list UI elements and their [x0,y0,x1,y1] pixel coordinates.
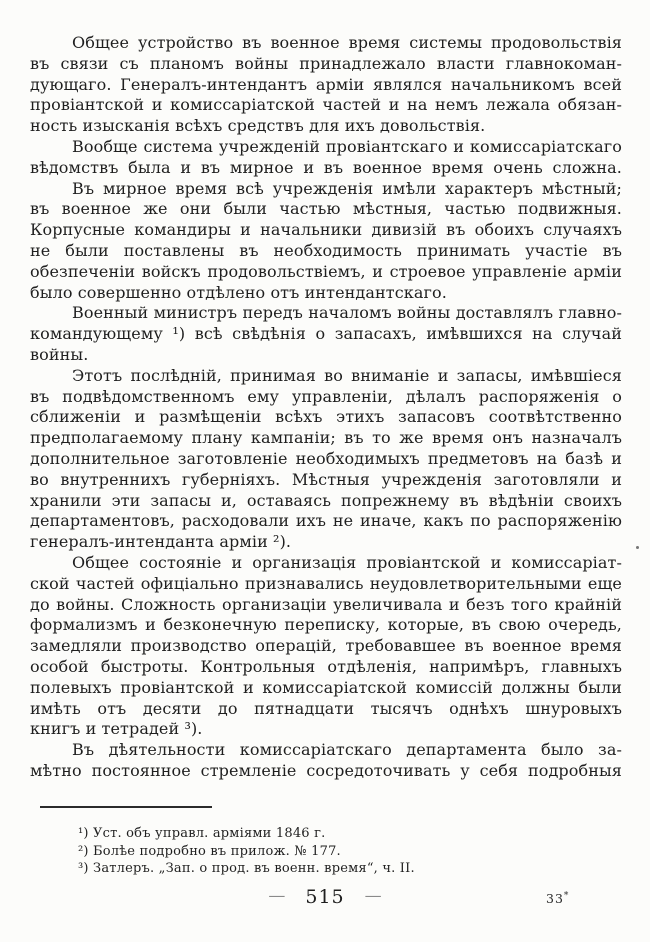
footnote-separator [40,806,212,808]
text-line: не были поставлены въ необходимость принимать участіе въ [30,240,622,260]
text-line: мѣтно постоянное стремленіе сосредоточивать у себя подробныя [30,760,622,780]
paragraph [30,33,622,137]
signature-asterisk: * [563,891,570,901]
text-line: въ подвѣдомственномъ ему управленіи, дѣлалъ распоряженія о [30,386,622,406]
text-line: въ военное же они были частью мѣстныя, частью подвижныя. [30,199,622,219]
text-line: Военный министръ передъ началомъ войны доставлялъ главно- [72,303,622,323]
footnote-line: ¹) Уст. объ управл. арміями 1846 г. [78,826,326,841]
text-line: вѣдомствъ была и въ мирное и въ военное время очень сложна. [30,157,622,177]
text-line: ность изысканія всѣхъ средствъ для ихъ довольствія. [30,116,486,136]
text-line: особой быстроты. Контрольныя отдѣленія, напримѣръ, главныхъ [30,656,622,676]
text-line: Въ дѣятельности комиссаріатскаго департамента было за- [72,740,622,760]
text-line: дополнительное заготовленіе необходимыхъ предметовъ на базѣ и [30,448,622,468]
text-line: во внутреннихъ губерніяхъ. Мѣстныя учрежденія заготовляли и [30,469,622,489]
paragraph [30,553,622,740]
body-text [30,33,622,782]
text-line: Этотъ послѣдній, принимая во вниманіе и запасы, имѣвшіеся [72,365,622,385]
text-line: провіантской и комиссаріатской частей и на немъ лежала обязан- [30,95,622,115]
text-line: въ связи съ планомъ войны принадлежало власти главнокоман- [30,53,622,73]
paragraph [30,366,622,553]
signature-number: 33 [546,891,564,907]
paragraph [30,179,622,304]
paragraph [30,137,622,179]
text-line: войны. [30,344,89,364]
text-line: ской частей офиціально признавались неудовлетворительными еще [30,573,622,593]
scan-speck [636,546,639,549]
footnote-line: ²) Болѣе подробно въ прилож. № 177. [78,843,341,859]
text-line: департаментовъ, расходовали ихъ не иначе, какъ по распоряженію [30,511,622,531]
text-line: Вообще система учрежденій провіантскаго и комиссаріатскаго [72,136,622,156]
text-line: Общее устройство въ военное время системы продовольствія [72,33,622,52]
text-line: имѣть отъ десяти до пятнадцати тысячъ однѣхъ шнуровыхъ [30,698,622,718]
text-line: генералъ-интенданта арміи ²). [30,532,292,552]
footnotes-block [78,825,598,878]
text-line: обезпеченіи войскъ продовольствіемъ, и строевое управленіе арміи [30,261,622,281]
text-line: до войны. Сложность организаціи увеличивала и безъ того крайній [30,594,622,614]
text-line: хранили эти запасы и, оставаясь попрежнему въ вѣдѣніи своихъ [30,490,622,510]
page-footer [0,886,650,916]
text-line: было совершенно отдѣлено отъ интендантскаго. [30,282,447,302]
text-line: книгъ и тетрадей ³). [30,719,203,739]
text-line: замедляли производство операцій, требовавшее въ военное время [30,636,622,656]
text-line: Въ мирное время всѣ учрежденія имѣли характеръ мѣстный; [72,178,622,198]
page-number-left-dash: — [268,886,286,906]
text-line: дующаго. Генералъ-интендантъ арміи являлся начальникомъ всей [30,74,622,94]
text-line: Общее состояніе и организація провіантской и комиссаріат- [72,552,622,572]
page-number-right-dash: — [364,886,382,906]
signature-mark [546,891,569,906]
text-line: Корпусные командиры и начальники дивизій въ обоихъ случаяхъ [30,220,622,240]
paragraph [30,303,622,365]
text-line: формализмъ и безконечную переписку, которые, въ свою очередь, [30,615,622,635]
text-line: сближеніи и размѣщеніи всѣхъ этихъ запасовъ соотвѣтственно [30,407,622,427]
page-number-value: 515 [305,886,345,908]
text-line: командующему ¹) всѣ свѣдѣнія о запасахъ, имѣвшихся на случай [30,324,622,344]
text-line: предполагаемому плану кампаніи; въ то же время онъ назначалъ [30,428,622,448]
footnote-line: ³) Затлеръ. „Зап. о прод. въ военн. время“, ч. II. [78,861,415,877]
paragraph [30,740,622,782]
text-line: полевыхъ провіантской и комиссаріатской комиссій должны были [30,677,622,697]
